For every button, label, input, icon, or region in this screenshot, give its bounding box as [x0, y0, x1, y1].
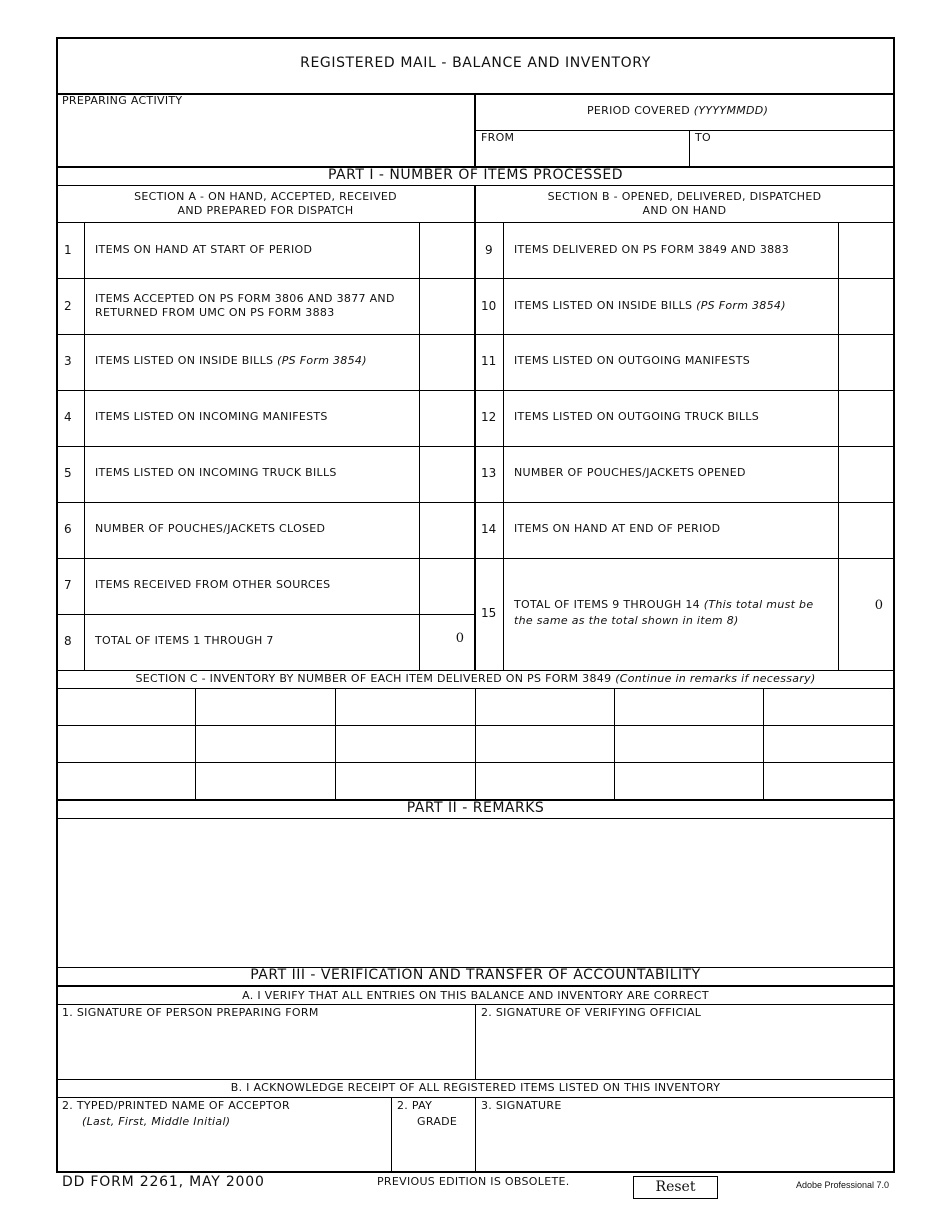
part1-title: PART I - NUMBER OF ITEMS PROCESSED [327, 167, 624, 183]
item-label: ITEMS RECEIVED FROM OTHER SOURCES [95, 578, 331, 591]
item-label: ITEMS ON HAND AT START OF PERIOD [95, 243, 313, 256]
preparer-signature-field[interactable] [58, 1021, 473, 1078]
preparing-activity-field[interactable] [58, 110, 473, 165]
item-number: 1 [64, 243, 72, 257]
inventory-cell[interactable] [765, 690, 892, 724]
part2-title: PART II - REMARKS [406, 800, 545, 816]
section-a-title-line1: SECTION A - ON HAND, ACCEPTED, RECEIVED [134, 190, 397, 203]
item-label: TOTAL OF ITEMS 1 THROUGH 7 [95, 634, 274, 647]
period-covered-label: PERIOD COVERED (YYYYMMDD) [587, 104, 769, 117]
inventory-cell[interactable] [765, 764, 892, 798]
item-label: ITEMS ACCEPTED ON PS FORM 3806 AND 3877 AND [95, 292, 395, 305]
item-label: NUMBER OF POUCHES/JACKETS CLOSED [95, 522, 326, 535]
preparing-activity-label: PREPARING ACTIVITY [62, 94, 183, 107]
period-to-field[interactable] [691, 145, 892, 165]
inventory-cell[interactable] [197, 727, 334, 761]
inventory-cell[interactable] [337, 690, 474, 724]
item-label: ITEMS DELIVERED ON PS FORM 3849 AND 3883 [514, 243, 790, 256]
item-note: (PS Form 3854) [696, 299, 786, 312]
verifier-signature-label: 2. SIGNATURE OF VERIFYING OFFICIAL [481, 1006, 702, 1019]
period-from-field[interactable] [477, 145, 688, 165]
item-label: ITEMS ON HAND AT END OF PERIOD [514, 522, 721, 535]
item-label-line2: RETURNED FROM UMC ON PS FORM 3883 [95, 306, 335, 319]
section-c-note: (Continue in remarks if necessary) [615, 672, 816, 685]
item-note-line2: the same as the total shown in item 8) [514, 614, 739, 627]
inventory-cell[interactable] [616, 727, 762, 761]
inventory-cell[interactable] [337, 727, 474, 761]
period-format-note: (YYYYMMDD) [693, 104, 769, 117]
inventory-cell[interactable] [477, 764, 613, 798]
item-label: ITEMS LISTED ON INSIDE BILLS (PS Form 3854) [514, 299, 786, 312]
inventory-cell[interactable] [616, 764, 762, 798]
form-identifier: DD FORM 2261, MAY 2000 [62, 1174, 265, 1190]
item-number: 2 [64, 299, 72, 313]
inventory-cell[interactable] [58, 764, 194, 798]
item-number: 13 [481, 466, 497, 480]
item-note: (This total must be [703, 598, 814, 611]
form-title: REGISTERED MAIL - BALANCE AND INVENTORY [300, 55, 651, 71]
item-label: TOTAL OF ITEMS 9 THROUGH 14 (This total must be [514, 598, 814, 611]
section-b-title-line2: AND ON HAND [642, 204, 727, 217]
item-number: 7 [64, 578, 72, 592]
section-c-title: SECTION C - INVENTORY BY NUMBER OF EACH ITEM DELIVERED ON PS FORM 3849 (Continue in remarks if necessary) [135, 672, 816, 685]
part3-b-title: B. I ACKNOWLEDGE RECEIPT OF ALL REGISTERED ITEMS LISTED ON THIS INVENTORY [230, 1081, 721, 1094]
inventory-cell[interactable] [337, 764, 474, 798]
item-8-total-value: 0 [455, 631, 464, 646]
inventory-cell[interactable] [477, 690, 613, 724]
item-note: (PS Form 3854) [277, 354, 367, 367]
pay-grade-field[interactable] [393, 1130, 474, 1170]
reset-button[interactable]: Reset [633, 1176, 718, 1199]
inventory-cell[interactable] [477, 727, 613, 761]
item-label: NUMBER OF POUCHES/JACKETS OPENED [514, 466, 746, 479]
inventory-cell[interactable] [765, 727, 892, 761]
item-number: 5 [64, 466, 72, 480]
period-to-label: TO [695, 131, 711, 144]
section-a-title-line2: AND PREPARED FOR DISPATCH [177, 204, 354, 217]
previous-edition-notice: PREVIOUS EDITION IS OBSOLETE. [377, 1175, 570, 1188]
item-number: 4 [64, 410, 72, 424]
remarks-field[interactable] [58, 820, 893, 966]
item-number: 14 [481, 522, 497, 536]
item-number: 10 [481, 299, 497, 313]
item-number: 12 [481, 410, 497, 424]
acceptor-signature-field[interactable] [477, 1114, 892, 1170]
acceptor-signature-label: 3. SIGNATURE [481, 1099, 562, 1112]
inventory-cell[interactable] [197, 764, 334, 798]
acceptor-name-note: (Last, First, Middle Initial) [82, 1115, 231, 1128]
acceptor-name-field[interactable] [58, 1130, 390, 1170]
item-number: 9 [485, 243, 493, 257]
pay-grade-label: 2. PAY [397, 1099, 433, 1112]
preparer-signature-label: 1. SIGNATURE OF PERSON PREPARING FORM [62, 1006, 319, 1019]
inventory-cell[interactable] [58, 727, 194, 761]
item-number: 6 [64, 522, 72, 536]
part3-title: PART III - VERIFICATION AND TRANSFER OF ACCOUNTABILITY [250, 967, 701, 983]
item-label: ITEMS LISTED ON INCOMING TRUCK BILLS [95, 466, 337, 479]
item-label: ITEMS LISTED ON OUTGOING TRUCK BILLS [514, 410, 759, 423]
period-from-label: FROM [481, 131, 515, 144]
item-number: 15 [481, 606, 497, 620]
verifier-signature-field[interactable] [477, 1021, 892, 1078]
item-number: 11 [481, 354, 497, 368]
producer-note: Adobe Professional 7.0 [796, 1180, 890, 1190]
item-label: ITEMS LISTED ON INSIDE BILLS (PS Form 3854) [95, 354, 367, 367]
item-15-total-value: 0 [874, 598, 883, 613]
part3-a-title: A. I VERIFY THAT ALL ENTRIES ON THIS BALANCE AND INVENTORY ARE CORRECT [242, 989, 709, 1002]
pay-grade-label-line2: GRADE [417, 1115, 458, 1128]
inventory-cell[interactable] [197, 690, 334, 724]
acceptor-name-label: 2. TYPED/PRINTED NAME OF ACCEPTOR [62, 1099, 290, 1112]
inventory-cell[interactable] [616, 690, 762, 724]
item-number: 8 [64, 634, 72, 648]
item-label: ITEMS LISTED ON OUTGOING MANIFESTS [514, 354, 751, 367]
item-label: ITEMS LISTED ON INCOMING MANIFESTS [95, 410, 328, 423]
inventory-cell[interactable] [58, 690, 194, 724]
item-number: 3 [64, 354, 72, 368]
section-b-title-line1: SECTION B - OPENED, DELIVERED, DISPATCHED [547, 190, 822, 203]
